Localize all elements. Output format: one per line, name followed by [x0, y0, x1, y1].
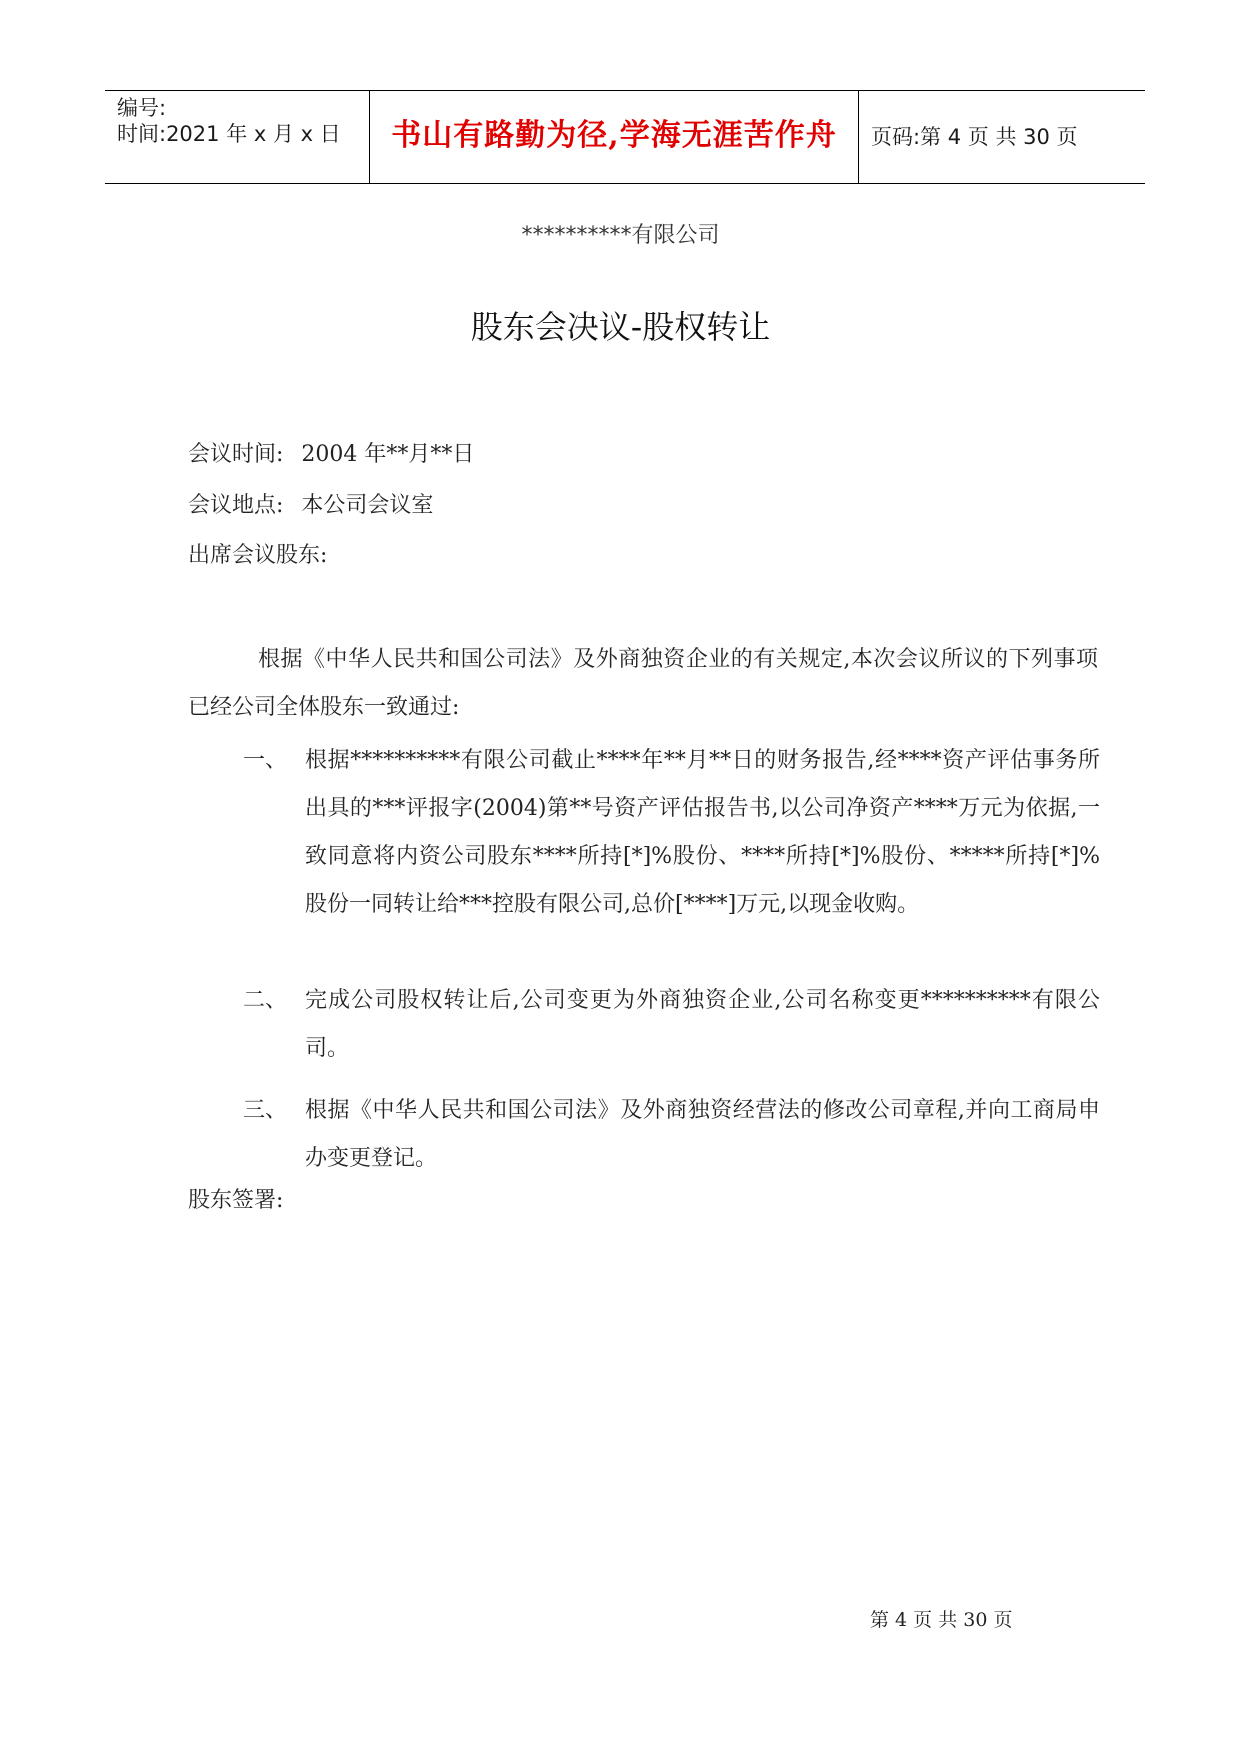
header-left-cell [105, 91, 369, 183]
signature-label: 股东签署: [188, 1188, 284, 1213]
meeting-place-row [188, 491, 433, 521]
serial-number-label: 编号: [117, 96, 167, 120]
company-name: **********有限公司 [521, 223, 720, 248]
header-middle-cell [369, 91, 859, 183]
meeting-place-value: 本公司会议室 [301, 493, 434, 518]
intro-paragraph: 根据《中华人民共和国公司法》及外商独资企业的有关规定,本次会议所议的下列事项已经公司全体股东一致通过: [188, 647, 1098, 720]
motto-banner: 书山有路勤为径,学海无涯苦作舟 [391, 118, 837, 153]
document-title: 股东会决议-股权转让 [470, 308, 771, 346]
resolution-number: 三、 [243, 1098, 288, 1123]
footer-page-number: 第 4 页 共 30 页 [870, 1609, 1013, 1631]
meeting-time-label: 会议时间: [188, 442, 284, 467]
resolution-number: 一、 [243, 748, 288, 773]
meeting-time-row [188, 440, 474, 470]
resolution-text: 完成公司股权转让后,公司变更为外商独资企业,公司名称变更**********有限公司。 [305, 988, 1100, 1061]
header-right-cell [859, 91, 1145, 183]
resolution-number: 二、 [243, 988, 288, 1013]
header-table [105, 90, 1145, 184]
meeting-time-value: 2004 年**月**日 [301, 442, 475, 467]
date-line: 时间:2021 年 x 月 x 日 [117, 122, 341, 146]
meeting-place-label: 会议地点: [188, 493, 284, 518]
attendees-label: 出席会议股东: [188, 543, 328, 568]
resolution-text: 根据**********有限公司截止****年**月**日的财务报告,经****资产评估事务所出具的***评报字(2004)第**号资产评估报告书,以公司净资产****万元为依据,一致同意将内资公司股东****所持[*]%股份、****所持[*]%股份、*****所持[*]%股份一同转让给***控股有限公司,总价[****]万元,以现金收购。 [305, 748, 1100, 917]
header-page-info: 页码:第 4 页 共 30 页 [871, 125, 1078, 149]
resolution-text: 根据《中华人民共和国公司法》及外商独资经营法的修改公司章程,并向工商局申办变更登记。 [305, 1098, 1100, 1171]
attendees-row [188, 541, 327, 571]
